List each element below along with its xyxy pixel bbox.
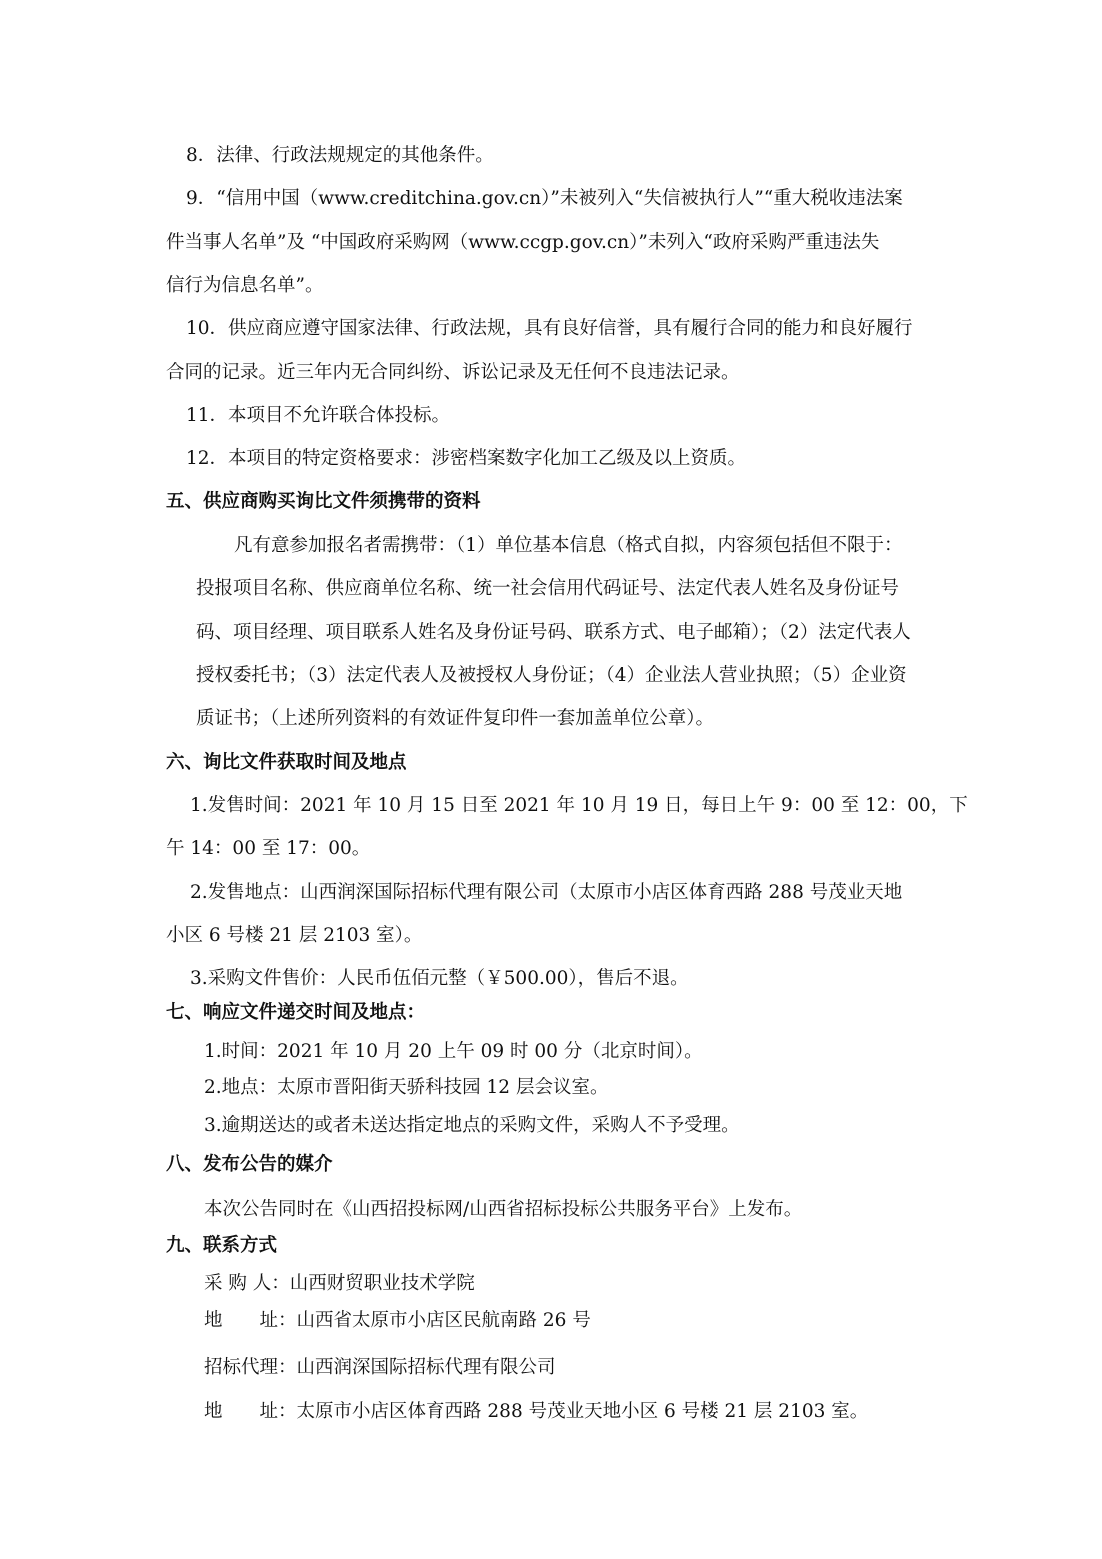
section-7-line-2: 2.地点：太原市晋阳街天骄科技园 12 层会议室。 [204,1077,609,1098]
item-12: 12．本项目的特定资格要求：涉密档案数字化加工乙级及以上资质。 [186,448,747,469]
item-8: 8．法律、行政法规规定的其他条件。 [186,145,494,166]
section-8-line-1: 本次公告同时在《山西招投标网/山西省招标投标公共服务平台》上发布。 [204,1199,803,1220]
section-6-line-1: 1.发售时间：2021 年 10 月 15 日至 2021 年 10 月 19 日，每日上午 9：00 至 12：00，下 [190,795,968,816]
item-11: 11．本项目不允许联合体投标。 [186,405,451,426]
contact-agent [204,1355,556,1381]
section-5-heading: 五、供应商购买询比文件须携带的资料 [166,491,481,512]
contact-purchaser [204,1271,475,1297]
contact-purchaser-address [204,1308,591,1334]
section-8-heading: 八、发布公告的媒介 [166,1154,333,1175]
item-10-line-2: 合同的记录。近三年内无合同纠纷、诉讼记录及无任何不良违法记录。 [166,362,740,383]
contact-label: 招标代理： [204,1357,297,1378]
section-9-heading: 九、联系方式 [166,1235,278,1256]
item-9-line-2: 件当事人名单”及 “中国政府采购网（www.ccgp.gov.cn）”未列入“政府采购严重违法失 [166,232,880,253]
section-5-line-5: 质证书；（上述所列资料的有效证件复印件一套加盖单位公章）。 [196,708,715,729]
contact-value: 山西财贸职业技术学院 [289,1273,475,1294]
contact-label: 地 址： [204,1401,297,1422]
section-6-line-5: 3.采购文件售价：人民币伍佰元整（￥500.00），售后不退。 [190,968,689,989]
section-7-heading: 七、响应文件递交时间及地点： [166,1002,426,1023]
section-5-line-3: 码、项目经理、项目联系人姓名及身份证号码、联系方式、电子邮箱）；（2）法定代表人 [196,622,911,643]
section-5-line-1: 凡有意参加报名者需携带：（1）单位基本信息（格式自拟，内容须包括但不限于： [234,535,903,556]
section-6-line-2: 午 14：00 至 17：00。 [166,838,371,859]
contact-agent-address [204,1399,868,1425]
contact-value: 山西润深国际招标代理有限公司 [296,1357,556,1378]
section-7-line-3: 3.逾期送达的或者未送达指定地点的采购文件，采购人不予受理。 [204,1115,740,1136]
contact-value: 太原市小店区体育西路 288 号茂业天地小区 6 号楼 21 层 2103 室。 [296,1401,869,1422]
section-7-line-1: 1.时间：2021 年 10 月 20 上午 09 时 00 分（北京时间）。 [204,1041,703,1062]
section-5-line-4: 授权委托书；（3）法定代表人及被授权人身份证；（4）企业法人营业执照；（5）企业资 [196,665,907,686]
section-5-line-2: 投报项目名称、供应商单位名称、统一社会信用代码证号、法定代表人姓名及身份证号 [196,578,900,599]
contact-value: 山西省太原市小店区民航南路 26 号 [296,1310,591,1331]
item-9-line-3: 信行为信息名单”。 [166,275,324,296]
contact-label: 地 址： [204,1310,297,1331]
item-10-line-1: 10．供应商应遵守国家法律、行政法规，具有良好信誉，具有履行合同的能力和良好履行 [186,318,913,339]
section-6-line-4: 小区 6 号楼 21 层 2103 室）。 [166,925,423,946]
contact-label: 采 购 人： [204,1273,290,1294]
section-6-line-3: 2.发售地点：山西润深国际招标代理有限公司（太原市小店区体育西路 288 号茂业天地 [190,882,903,903]
item-9-line-1: 9．“信用中国（www.creditchina.gov.cn）”未被列入“失信被执行人”“重大税收违法案 [186,188,903,209]
section-6-heading: 六、询比文件获取时间及地点 [166,752,407,773]
